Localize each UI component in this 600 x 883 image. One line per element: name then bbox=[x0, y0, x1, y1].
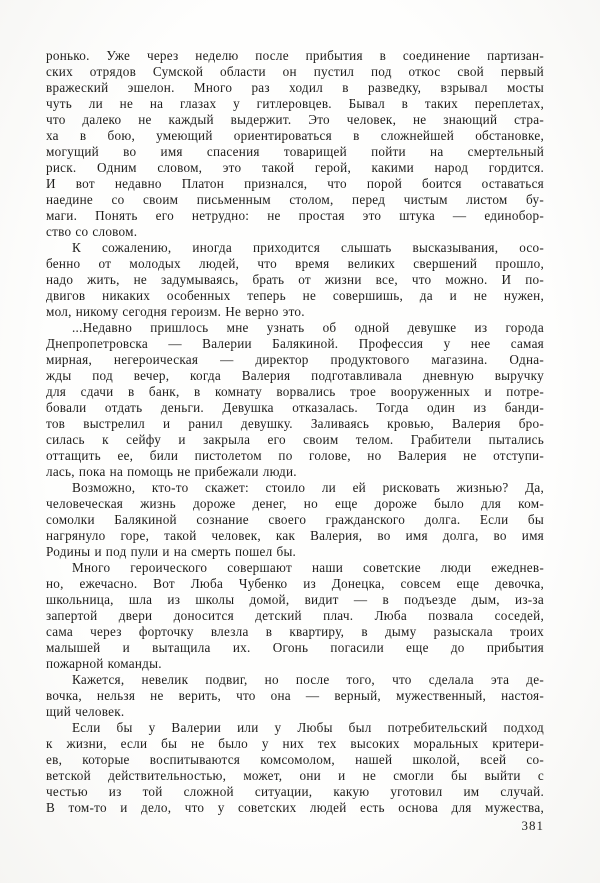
text-line: К сожалению, иногда приходится слышать высказывания, осо- bbox=[72, 240, 544, 255]
text-line: двигов никаких особенных теперь не совершишь, да и не нужен, bbox=[46, 288, 544, 303]
text-line: Кажется, невелик подвиг, но после того, что сделала эта де- bbox=[72, 672, 544, 687]
text-line: ветской действительностью, может, они и не смогли бы выйти с bbox=[46, 768, 544, 783]
text-line: вочка, нельзя не верить, что она — верный, мужественный, настоя- bbox=[46, 688, 544, 703]
text-line: бенно от молодых людей, что время великих свершений прошло, bbox=[46, 256, 544, 271]
text-line: ство со словом. bbox=[46, 224, 138, 239]
text-line: ха в бою, умеющий ориентироваться в сложнейшей обстановке, bbox=[46, 128, 544, 143]
text-line: жды под вечер, когда Валерия подготавливала дневную выручку bbox=[46, 368, 544, 383]
text-line: могущий во имя спасения товарищей пойти на смертельный bbox=[46, 144, 544, 159]
text-line: маги. Понять его нетрудно: не простая это штука — единобор- bbox=[46, 208, 544, 223]
text-line: школьница, шла из школы домой, видит — в подъезде дым, из-за bbox=[46, 592, 544, 607]
text-line: риск. Одним словом, это такой герой, какими народ гордится. bbox=[46, 160, 544, 175]
text-line: силась к сейфу и закрыла его своим телом. Грабители пытались bbox=[46, 432, 544, 447]
text-line: Родины и под пули и на смерть пошел бы. bbox=[46, 544, 297, 559]
text-line: к жизни, если бы не было у них тех высоких моральных критери- bbox=[46, 736, 544, 751]
text-line: сама через форточку влезла в квартиру, в дыму разыскала троих bbox=[46, 624, 544, 639]
text-line: тов выстрелил и ранил девушку. Заливаясь кровью, Валерия бро- bbox=[46, 416, 544, 431]
text-line: Днепропетровска — Валерии Балякиной. Профессия у нее самая bbox=[46, 336, 544, 351]
text-line: ...Недавно пришлось мне узнать об одной девушке из города bbox=[72, 320, 544, 335]
text-line: вражеский эшелон. Много раз ходил в разведку, взрывал мосты bbox=[46, 80, 544, 95]
text-line: запертой двери доносится детский плач. Люба позвала соседей, bbox=[46, 608, 544, 623]
text-line: для сдачи в банк, в комнату ворвались трое вооруженных и потре- bbox=[46, 384, 544, 399]
text-line: Много героического совершают наши советские люди ежеднев- bbox=[72, 560, 544, 575]
text-line: честью из той сложной ситуации, какую уготовил им случай. bbox=[46, 784, 544, 799]
text-line: И вот недавно Платон признался, что порой боится оставаться bbox=[46, 176, 544, 191]
text-line: малышей и вытащила их. Огонь погасили еще до прибытия bbox=[46, 640, 544, 655]
text-line: что далеко не каждый выдержит. Это человек, не знающий стра- bbox=[46, 112, 544, 127]
text-line: человеческая жизнь дороже денег, но еще дороже было для ком- bbox=[46, 496, 544, 511]
text-line: ских отрядов Сумской области он пустил под откос свой первый bbox=[46, 64, 544, 79]
text-line: пожарной команды. bbox=[46, 656, 162, 671]
text-line: Возможно, кто-то скажет: стоило ли ей рисковать жизнью? Да, bbox=[72, 480, 544, 495]
text-line: чуть ли не на глазах у гитлеровцев. Бывал в таких переплетах, bbox=[46, 96, 544, 111]
text-line: Если бы у Валерии или у Любы был потребительский подход bbox=[72, 720, 544, 735]
text-line: ев, которые воспитываются комсомолом, нашей школой, всей со- bbox=[46, 752, 544, 767]
body-text-block bbox=[46, 48, 544, 816]
text-line: щий человек. bbox=[46, 704, 125, 719]
text-line: В том-то и дело, что у советских людей есть основа для мужества, bbox=[46, 800, 544, 815]
text-line: оттащить ее, били пистолетом по голове, но Валерия не отступи- bbox=[46, 448, 544, 463]
text-line: нагрянуло горе, такой человек, как Валерия, во имя долга, во имя bbox=[46, 528, 544, 543]
text-line: мол, никому сегодня героизм. Не верно это. bbox=[46, 304, 305, 319]
text-line: мирная, негероическая — директор продуктового магазина. Одна- bbox=[46, 352, 544, 367]
text-line: наедине со своим письменным столом, перед чистым листом бу- bbox=[46, 192, 544, 207]
text-line: ронько. Уже через неделю после прибытия в соединение партизан- bbox=[46, 48, 544, 63]
text-line: бовали отдать деньги. Девушка отказалась. Тогда один из банди- bbox=[46, 400, 544, 415]
text-line: но, ежечасно. Вот Люба Чубенко из Донецка, совсем еще девочка, bbox=[46, 576, 544, 591]
text-line: сомолки Балякиной сознание своего гражданского долга. Если бы bbox=[46, 512, 544, 527]
text-line: надо жить, не задумываясь, брать от жизни все, что можно. И по- bbox=[46, 272, 544, 287]
page-number: 381 bbox=[521, 818, 544, 833]
text-line: лась, пока на помощь не прибежали люди. bbox=[46, 464, 297, 479]
